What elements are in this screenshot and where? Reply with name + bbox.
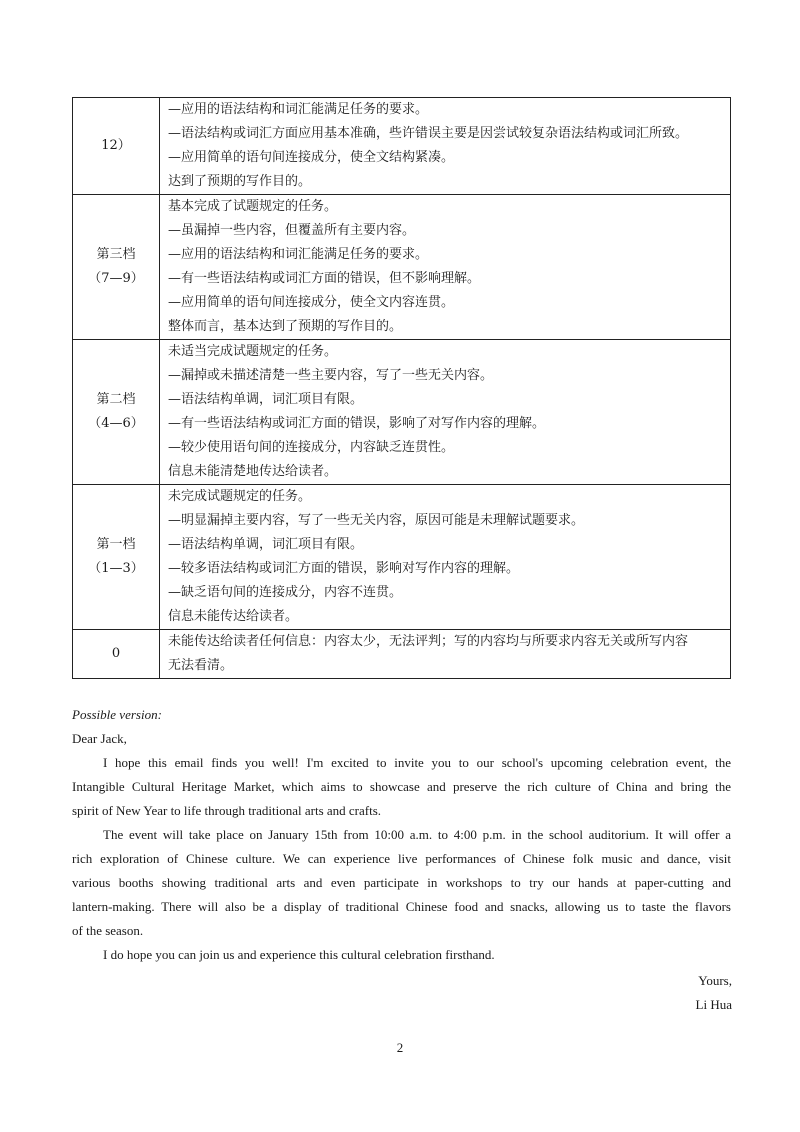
grade-label: 第二档	[96, 392, 136, 407]
page-number: 2	[396, 1040, 404, 1055]
table-row	[73, 485, 731, 630]
paragraph-line: lantern-making. There will also be a display of traditional Chinese food and snacks, allowing us to taste the flavors	[72, 899, 731, 914]
criteria-line: —漏掉或未描述清楚一些主要内容，写了一些无关内容。	[168, 368, 494, 383]
salutation: Dear Jack,	[72, 731, 127, 746]
criteria-line: —应用的语法结构和词汇能满足任务的要求。	[168, 102, 429, 117]
paragraph-line: I do hope you can join us and experience this cultural celebration firsthand.	[103, 947, 495, 962]
grade-cell	[73, 195, 160, 340]
criteria-line: 信息未能传达给读者。	[168, 609, 299, 624]
criteria-line: —语法结构或词汇方面应用基本准确，些许错误主要是因尝试较复杂语法结构或词汇所致。	[168, 126, 689, 141]
paragraph-line: I hope this email finds you well! I'm excited to invite you to our school's upcoming celebration event, the	[103, 755, 731, 770]
grade-cell	[73, 630, 160, 679]
grade-cell	[73, 340, 160, 485]
grade-label: 第一档	[96, 537, 136, 552]
criteria-line: 无法看清。	[168, 658, 234, 673]
grade-label: 0	[111, 646, 121, 661]
signature: Li Hua	[695, 997, 732, 1012]
criteria-line: —语法结构单调，词汇项目有限。	[168, 392, 364, 407]
criteria-line: —应用简单的语句间连接成分，使全文内容连贯。	[168, 295, 455, 310]
paragraph-line: Intangible Cultural Heritage Market, which aims to showcase and preserve the rich culture of China and bring the	[72, 779, 731, 794]
paragraph-line: spirit of New Year to life through traditional arts and crafts.	[72, 803, 382, 818]
closing: Yours,	[698, 973, 732, 988]
criteria-line: 达到了预期的写作目的。	[168, 174, 312, 189]
criteria-line: 未能传达给读者任何信息：内容太少，无法评判；写的内容均与所要求内容无关或所写内容	[168, 634, 689, 649]
criteria-line: 信息未能清楚地传达给读者。	[168, 464, 338, 479]
criteria-line: —语法结构单调，词汇项目有限。	[168, 537, 364, 552]
criteria-line: 基本完成了试题规定的任务。	[168, 199, 338, 214]
criteria-line: —有一些语法结构或词汇方面的错误，影响了对写作内容的理解。	[168, 416, 546, 431]
grade-label: 第三档	[96, 247, 136, 262]
paragraph-line: of the season.	[72, 923, 144, 938]
criteria-cell	[160, 485, 731, 630]
table-row	[73, 98, 731, 195]
table-row	[73, 630, 731, 679]
scoring-rubric-table	[72, 97, 731, 679]
score-range: （4—6）	[88, 416, 144, 431]
criteria-line: 整体而言，基本达到了预期的写作目的。	[168, 319, 403, 334]
grade-label: 12）	[101, 138, 131, 153]
criteria-line: —明显漏掉主要内容，写了一些无关内容，原因可能是未理解试题要求。	[168, 513, 585, 528]
criteria-line: —虽漏掉一些内容，但覆盖所有主要内容。	[168, 223, 416, 238]
table-row	[73, 340, 731, 485]
grade-cell	[73, 98, 160, 195]
criteria-cell	[160, 98, 731, 195]
criteria-cell	[160, 630, 731, 679]
criteria-line: —较少使用语句间的连接成分，内容缺乏连贯性。	[168, 440, 455, 455]
paragraph-line: rich exploration of Chinese culture. We can experience live performances of Chinese folk music and dance, visit	[72, 851, 731, 866]
paragraph-line: The event will take place on January 15th from 10:00 a.m. to 4:00 p.m. in the school auditorium. It will offer a	[103, 827, 731, 842]
version-label: Possible version:	[72, 707, 162, 722]
score-range: （1—3）	[88, 561, 144, 576]
criteria-line: 未完成试题规定的任务。	[168, 489, 312, 504]
paragraph-line: various booths showing traditional arts and even participate in workshops to try our hands at paper-cutting and	[72, 875, 731, 890]
criteria-line: —应用简单的语句间连接成分，使全文结构紧凑。	[168, 150, 455, 165]
grade-cell	[73, 485, 160, 630]
criteria-line: 未适当完成试题规定的任务。	[168, 344, 338, 359]
score-range: （7—9）	[88, 271, 144, 286]
criteria-line: —缺乏语句间的连接成分，内容不连贯。	[168, 585, 403, 600]
criteria-line: —较多语法结构或词汇方面的错误，影响对写作内容的理解。	[168, 561, 520, 576]
criteria-line: —有一些语法结构或词汇方面的错误，但不影响理解。	[168, 271, 481, 286]
criteria-cell	[160, 340, 731, 485]
criteria-cell	[160, 195, 731, 340]
table-row	[73, 195, 731, 340]
criteria-line: —应用的语法结构和词汇能满足任务的要求。	[168, 247, 429, 262]
